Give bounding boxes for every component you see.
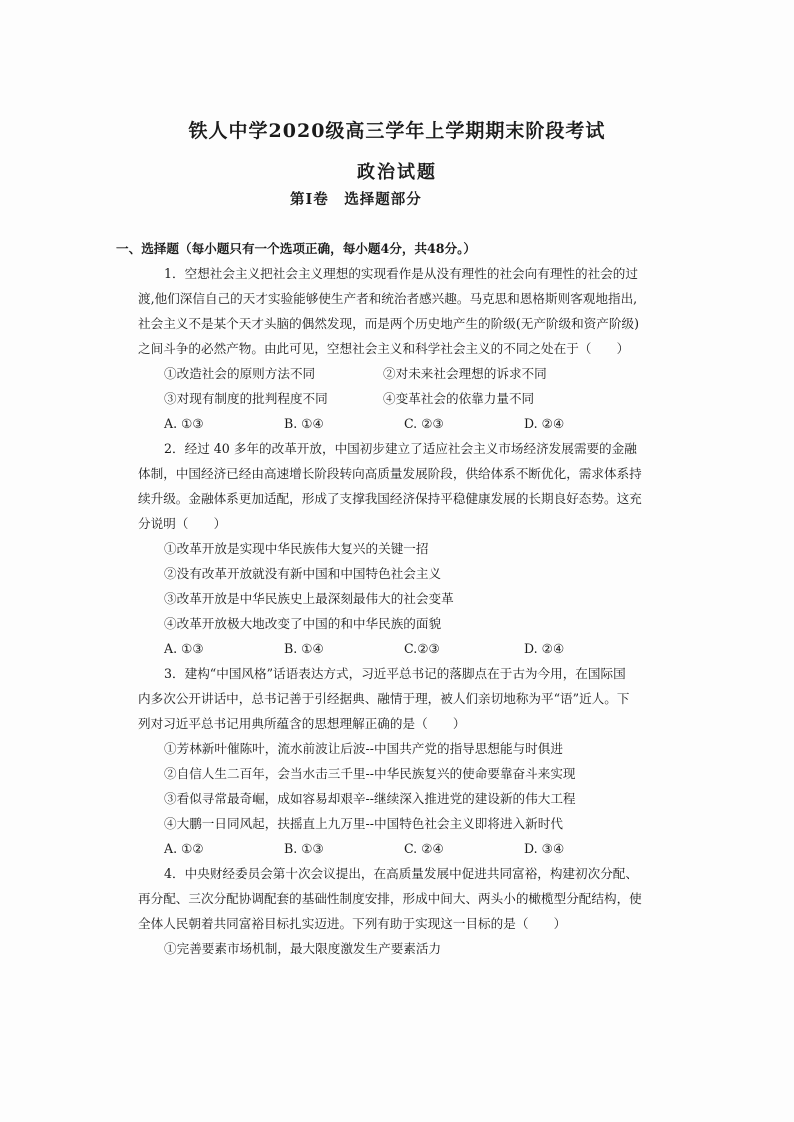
answer-choices xyxy=(164,836,658,861)
option-row xyxy=(164,361,658,386)
question-stem-line: 分说明（ ） xyxy=(138,516,227,531)
question-content xyxy=(116,236,658,961)
option-item: ①改革开放是实现中华民族伟大复兴的关键一招 xyxy=(164,541,429,556)
question-stem-line: 3．建构“中国风格”话语表达方式，习近平总书记的落脚点在于古为今用，在国际国 xyxy=(164,666,626,681)
option-item: ②自信人生二百年，会当水击三千里--中华民族复兴的使命要靠奋斗来实现 xyxy=(164,766,576,781)
option-row xyxy=(164,386,658,411)
question-stem-line: 2．经过 40 多年的改革开放，中国初步建立了适应社会主义市场经济发展需要的金融 xyxy=(164,441,637,456)
question-stem-line: 之间斗争的必然产物。由此可见，空想社会主义和科学社会主义的不同之处在于（ ） xyxy=(138,341,630,356)
option-item: ③看似寻常最奇崛，成如容易却艰辛--继续深入推进党的建设新的伟大工程 xyxy=(164,791,576,806)
answer-choice: C. ②③ xyxy=(404,416,444,431)
option-item: ②对未来社会理想的诉求不同 xyxy=(383,366,547,381)
answer-choice: A. ①③ xyxy=(164,416,204,431)
question-stem-line: 再分配、三次分配协调配套的基础性制度安排，形成中间大、两头小的橄榄型分配结构，使 xyxy=(138,891,642,906)
option-item: ④大鹏一日同风起，扶摇直上九万里--中国特色社会主义即将进入新时代 xyxy=(164,816,563,831)
answer-choices xyxy=(164,411,658,436)
question-stem-line: 1．空想社会主义把社会主义理想的实现看作是从没有理性的社会向有理性的社会的过 xyxy=(164,266,638,281)
question-1 xyxy=(138,261,658,436)
question-stem-line: 内多次公开讲话中，总书记善于引经据典、融情于理，被人们亲切地称为平“语”近人。下 xyxy=(138,691,630,706)
option-item: ③改革开放是中华民族史上最深刻最伟大的社会变革 xyxy=(164,591,454,606)
question-2 xyxy=(138,436,658,661)
answer-choice: D. ②④ xyxy=(524,641,565,656)
answer-choice: A. ①② xyxy=(164,841,204,856)
question-stem-line: 续升级。金融体系更加适配，形成了支撑我国经济保持平稳健康发展的长期良好态势。这充 xyxy=(138,491,642,506)
option-item: ③对现有制度的批判程度不同 xyxy=(164,391,328,406)
section-heading: 一、选择题（每小题只有一个选项正确，每小题4分，共48分。） xyxy=(116,241,477,256)
exam-title: 铁人中学2020级高三学年上学期期末阶段考试 xyxy=(188,120,606,142)
answer-choice: D. ③④ xyxy=(524,841,565,856)
subject-title: 政治试题 xyxy=(357,162,437,183)
question-3 xyxy=(138,661,658,861)
answer-choice: A. ①③ xyxy=(164,641,204,656)
question-stem-line: 体制，中国经济已经由高速增长阶段转向高质量发展阶段，供给体系不断优化，需求体系持 xyxy=(138,466,642,481)
answer-choice: C. ②④ xyxy=(404,841,444,856)
question-stem-line: 社会主义不是某个天才头脑的偶然发现，而是两个历史地产生的阶级(无产阶级和资产阶级) xyxy=(138,316,639,331)
option-item: ①改造社会的原则方法不同 xyxy=(164,366,316,381)
question-stem-line: 渡,他们深信自己的天才实验能够使生产者和统治者感兴趣。马克思和恩格斯则客观地指出, xyxy=(138,291,638,306)
question-4 xyxy=(138,861,658,961)
option-item: ④改革开放极大地改变了中国的和中华民族的面貌 xyxy=(164,616,442,631)
option-item: ①完善要素市场机制，最大限度激发生产要素活力 xyxy=(164,941,442,956)
answer-choice: C.②③ xyxy=(404,641,440,656)
question-stem-line: 4．中央财经委员会第十次会议提出，在高质量发展中促进共同富裕，构建初次分配、 xyxy=(164,866,638,881)
part-heading: 第Ⅰ卷 选择题部分 xyxy=(290,191,422,208)
answer-choice: B. ①③ xyxy=(284,841,324,856)
option-item: ②没有改革开放就没有新中国和中国特色社会主义 xyxy=(164,566,442,581)
question-stem-line: 列对习近平总书记用典所蕴含的思想理解正确的是（ ） xyxy=(138,716,466,731)
answer-choice: D. ②④ xyxy=(524,416,565,431)
option-item: ①芳林新叶催陈叶，流水前波让后波--中国共产党的指导思想能与时俱进 xyxy=(164,741,563,756)
answer-choices xyxy=(164,636,658,661)
question-stem-line: 全体人民朝着共同富裕目标扎实迈进。下列有助于实现这一目标的是（ ） xyxy=(138,916,567,931)
answer-choice: B. ①④ xyxy=(284,641,324,656)
option-item: ④变革社会的依靠力量不同 xyxy=(383,391,535,406)
answer-choice: B. ①④ xyxy=(284,416,324,431)
